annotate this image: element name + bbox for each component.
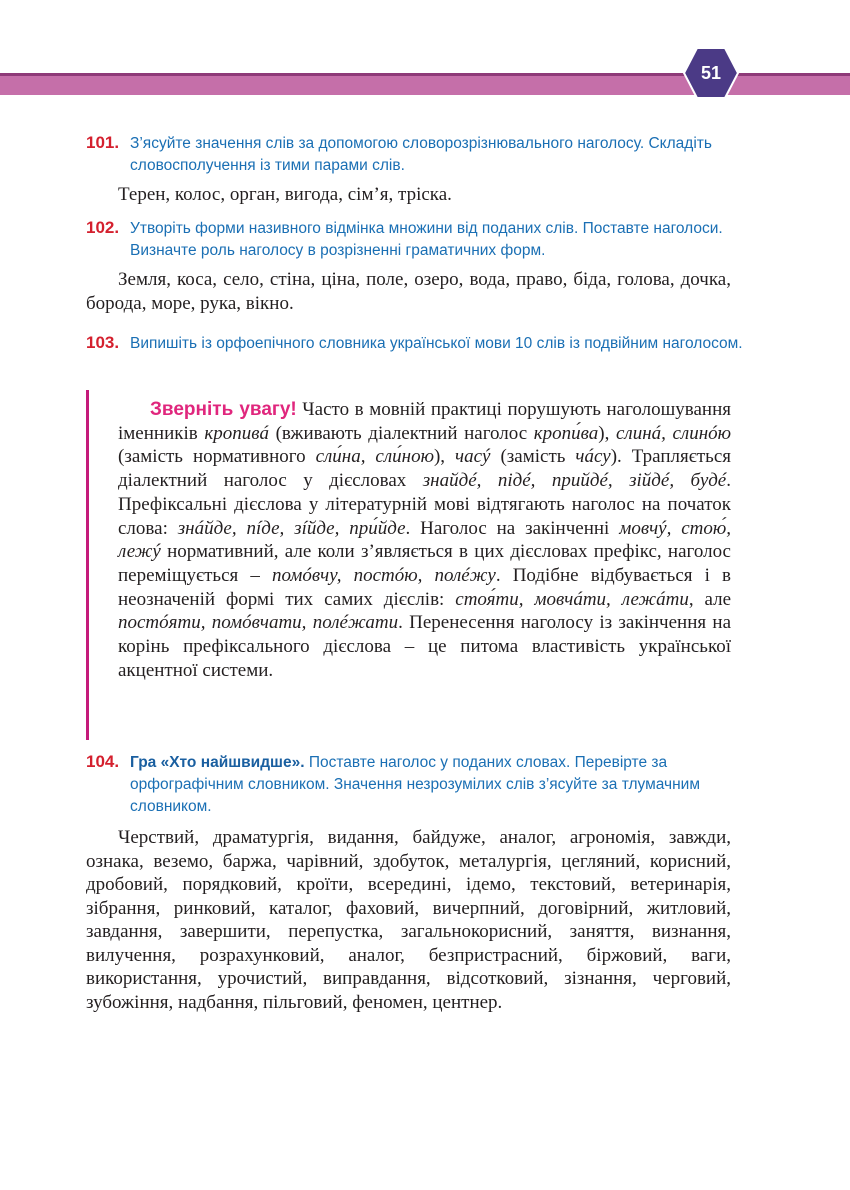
- page-number: 51: [700, 62, 722, 83]
- task-number: 102.: [86, 218, 120, 237]
- note-example: знáйде, пíде, зíйде, при́йде: [177, 517, 406, 539]
- note-text: ),: [598, 422, 616, 444]
- note-text: Часто в мовній практиці порушують наголошування іменників: [118, 399, 731, 444]
- note-text: (вживають діалектний наголос: [268, 422, 534, 444]
- task-instruction-text: Поставте наголос у поданих словах. Перевірте за орфографічним словником. Значення незрозумілих слів з’ясуйте за тлумачним словником.: [130, 754, 700, 815]
- game-title: Гра «Хто найшвидше».: [130, 754, 305, 771]
- note-example: кропивá: [204, 422, 269, 444]
- note-text: . Перенесення наголосу із закінчення на корінь префіксального дієслова – це питома властивість української акцентної системи.: [118, 612, 731, 681]
- task-101: [86, 133, 746, 177]
- task-102-words: Земля, коса, село, стіна, ціна, поле, озеро, вода, право, біда, голова, дочка, борода, море, рука, вікно.: [86, 269, 731, 314]
- note-text: (замість нормативного: [118, 446, 316, 468]
- note-example: мовчý, стою́, лежý: [118, 517, 732, 563]
- task-number: 104.: [86, 752, 120, 771]
- task-instruction: [130, 752, 746, 818]
- note-text: нормативний, але коли з’являється в цих дієсловах префікс, наголос переміщується –: [118, 541, 731, 586]
- note-example: помóвчу, постóю, полéжу: [272, 564, 496, 586]
- task-101-words: Терен, колос, орган, вигода, сім’я, тріска.: [118, 184, 452, 205]
- task-104-words: Черствий, драматургія, видання, байдуже, аналог, агрономія, завжди, ознака, веземо, баржа, чарівний, здобуток, металургія, цегляний, корисний, дробовий, порядковий, кроїти, всередині, ідемо, текстовий, ветеринарія, зібрання, ринковий, каталог, фаховий, вичерпний, договірний, житловий, завдання, завершити, перепустка, загальнокорисний, заняття, визнання, вилучення, розрахунковий, аналог, безпристрасний, біржовий, ваги, використання, урочистий, виправдання, відсотковий, зізнання, черговий, зубожіння, надбання, пільговий, феномен, центнер.: [86, 827, 731, 1013]
- note-example: сли́на, сли́ною: [315, 446, 434, 468]
- task-instruction: Випишіть із орфоепічного словника української мови 10 слів із подвійним наголосом.: [130, 335, 743, 352]
- task-104: [86, 752, 746, 818]
- note-example: кропи́ва: [533, 422, 599, 444]
- task-instruction: Утворіть форми називного відмінка множини від поданих слів. Поставте наголоси. Визначте роль наголосу в розрізненні граматичних форм.: [130, 220, 723, 259]
- task-102: [86, 218, 746, 262]
- note-example: стоя́ти, мовчáти, лежáти: [455, 588, 689, 610]
- note-text: . Подібне відбувається і в неозначеній формі тих самих дієслів:: [118, 564, 732, 610]
- note-example: знайдé, підé, прийдé, зійдé, будé: [422, 470, 727, 492]
- note-accent-bar: [86, 390, 89, 740]
- note-example: слинá, слинóю: [615, 422, 732, 444]
- note-title: Зверніть увагу!: [150, 399, 297, 420]
- note-example: часý: [455, 446, 491, 468]
- note-text: . Префіксальні дієслова у літературній мові відтягають наголос на початок слова:: [118, 470, 731, 539]
- attention-note: [118, 398, 731, 682]
- note-example: постóяти, помóвчати, полéжати: [118, 612, 399, 634]
- task-number: 103.: [86, 333, 120, 352]
- note-text: . Наголос на закінченні: [405, 517, 620, 539]
- note-text: , але: [688, 588, 732, 610]
- note-text: ),: [433, 446, 456, 468]
- note-text: ). Трапляється діалектний наголос у дієсловах: [118, 446, 732, 492]
- note-example: чáсу: [575, 446, 611, 468]
- note-text: (замість: [490, 446, 576, 468]
- task-instruction: З’ясуйте значення слів за допомогою словорозрізнювального наголосу. Складіть словосполучення із тими парами слів.: [130, 135, 712, 174]
- task-103: [86, 333, 746, 355]
- task-number: 101.: [86, 133, 120, 152]
